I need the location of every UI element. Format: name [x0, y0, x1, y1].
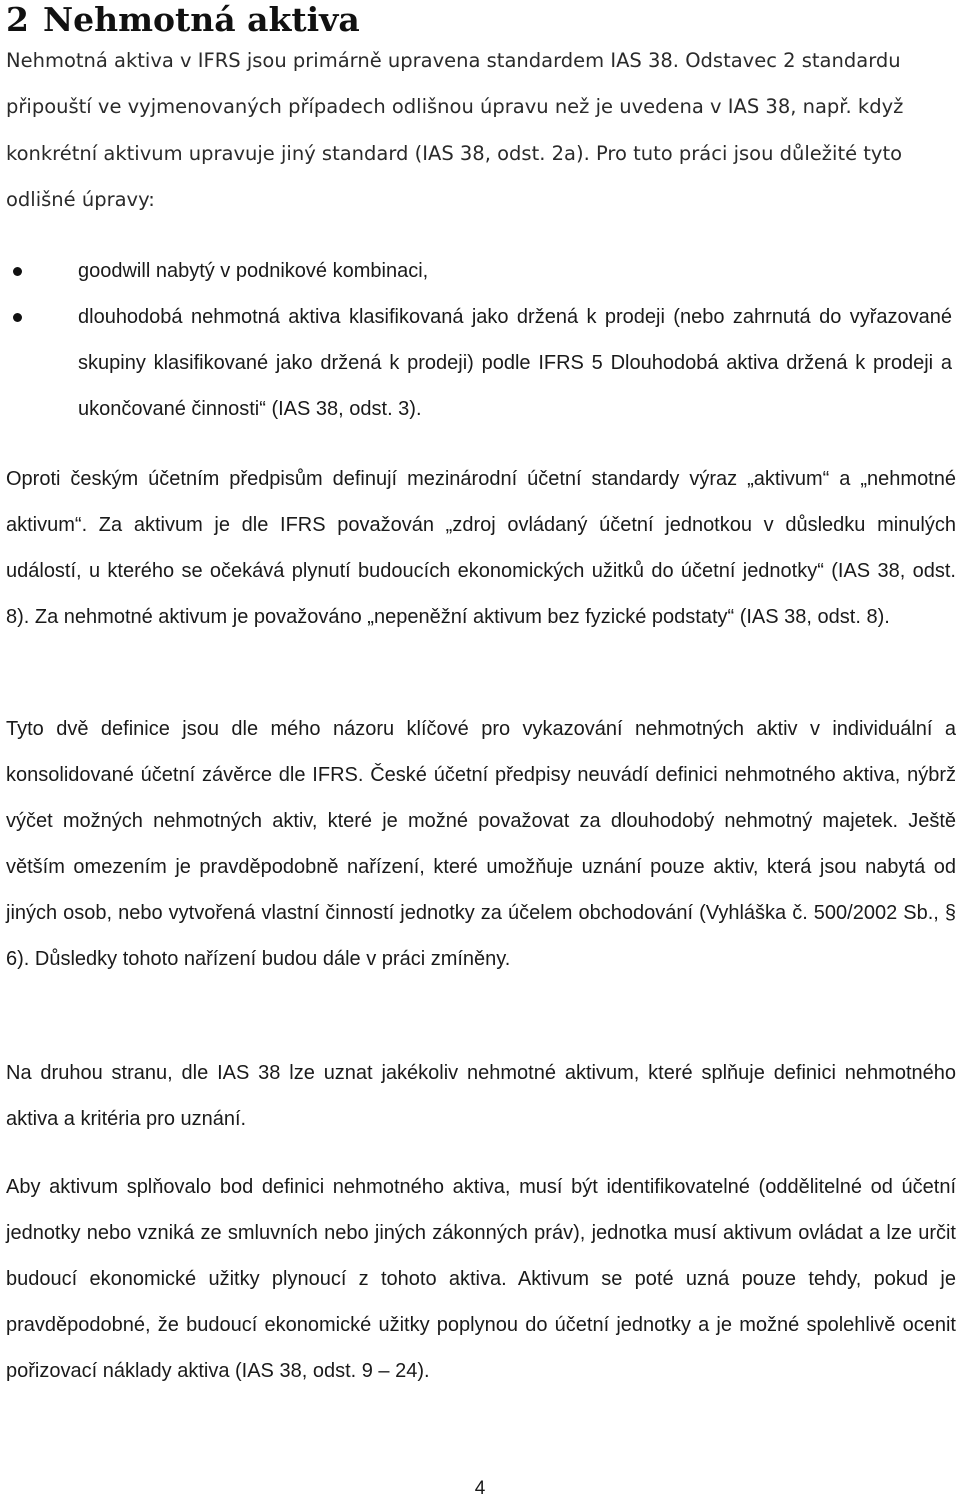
- section-heading: [6, 0, 360, 40]
- bullet-icon: [13, 313, 22, 322]
- list-item: [0, 294, 952, 432]
- criteria-paragraph: Aby aktivum splňovalo bod definici nehmotného aktiva, musí být identifikovatelné (oddělitelné od účetní jednotky nebo vzniká ze smluvních nebo jiných zákonných práv), jednotka musí aktivum ovládat a lze určit budoucí ekonomické užitky plynoucí z tohoto aktiva. Aktivum se poté uzná pouze tehdy, pokud je pravděpodobné, že budoucí ekonomické užitky poplynou do účetní jednotky a je možné spolehlivě ocenit pořizovací náklady aktiva (IAS 38, odst. 9 – 24).: [6, 1176, 956, 1382]
- list-item-text: goodwill nabytý v podnikové kombinaci,: [78, 260, 429, 282]
- definitions-paragraph: Oproti českým účetním předpisům definují mezinárodní účetní standardy výraz „aktivum“ a „nehmotné aktivum“. Za aktivum je dle IFRS považován „zdroj ovládaný účetní jednotkou v důsledku minulých událostí, u kterého se očekává plynutí budoucích ekonomických užitků do účetní jednotky“ (IAS 38, odst. 8). Za nehmotné aktivum je považováno „nepeněžní aktivum bez fyzické podstaty“ (IAS 38, odst. 8).: [6, 468, 956, 628]
- section-number: 2: [6, 0, 29, 39]
- exceptions-list: [0, 248, 960, 432]
- opinion-paragraph: Tyto dvě definice jsou dle mého názoru klíčové pro vykazování nehmotných aktiv v individuální a konsolidované účetní závěrce dle IFRS. České účetní předpisy neuvádí definici nehmotného aktiva, nýbrž výčet možných nehmotných aktiv, které je možné považovat za dlouhodobý nehmotný majetek. Ještě větším omezením je pravděpodobně nařízení, které umožňuje uznání pouze aktiv, která jsou nabytá od jiných osob, nebo vytvořená vlastní činností jednotky za účelem obchodování (Vyhláška č. 500/2002 Sb., § 6). Důsledky tohoto nařízení budou dále v práci zmíněny.: [6, 718, 956, 970]
- bullet-icon: [13, 267, 22, 276]
- recognition-paragraph: Na druhou stranu, dle IAS 38 lze uznat jakékoliv nehmotné aktivum, které splňuje definici nehmotného aktiva a kritéria pro uznání.: [6, 1062, 956, 1130]
- list-item: [0, 248, 952, 294]
- page-number: 4: [474, 1478, 486, 1499]
- list-item-text: dlouhodobá nehmotná aktiva klasifikovaná jako držená k prodeji (nebo zahrnutá do vyřazované skupiny klasifikované jako držená k prodeji) podle IFRS 5 Dlouhodobá aktiva držená k prodeji a ukončované činnosti“ (IAS 38, odst. 3).: [78, 306, 952, 420]
- section-title: Nehmotná aktiva: [42, 0, 360, 39]
- intro-paragraph: Nehmotná aktiva v IFRS jsou primárně upravena standardem IAS 38. Odstavec 2 standardu připouští ve vyjmenovaných případech odlišnou úpravu než je uvedena v IAS 38, např. když konkrétní aktivum upravuje jiný standard (IAS 38, odst. 2a). Pro tuto práci jsou důležité tyto odlišné úpravy:: [6, 49, 904, 211]
